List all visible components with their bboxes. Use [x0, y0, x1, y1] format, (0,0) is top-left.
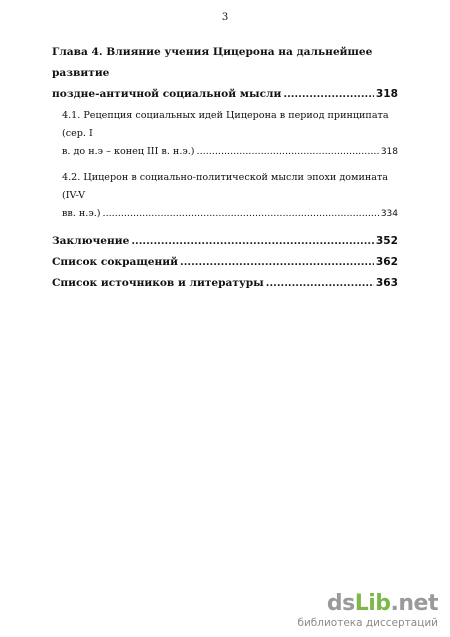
dslib-logo	[297, 593, 438, 615]
logo-part-net: .net	[390, 591, 438, 616]
logo-part-lib: Lib	[354, 591, 391, 616]
entry-page-number: 363	[375, 277, 398, 289]
leader-dots	[180, 252, 374, 273]
toc-entry-bibliography[interactable]	[52, 273, 398, 294]
logo-part-ds: ds	[326, 591, 355, 616]
dslib-watermark	[297, 593, 438, 629]
entry-page-number: 362	[375, 256, 398, 268]
entry-page-number: 352	[375, 235, 398, 247]
chapter-title-line2: поздне-античной социальной мысли	[52, 88, 282, 100]
section-title-line2-row	[62, 205, 398, 223]
section-title-line2: в. до н.э – конец III в. н.э.)	[62, 146, 195, 157]
section-title-line2-row	[62, 143, 398, 161]
leader-dots	[131, 231, 374, 252]
leader-dots	[266, 273, 374, 294]
leader-dots	[197, 143, 379, 161]
section-title-line1: 4.2. Цицерон в социально-политической мысли эпохи домината (IV-V	[62, 172, 388, 201]
toc-entry-conclusion[interactable]	[52, 231, 398, 252]
toc-section-4-2[interactable]	[52, 169, 398, 223]
chapter-page-number: 318	[375, 88, 398, 100]
section-title-line2: вв. н.э.)	[62, 208, 101, 219]
chapter-title-line1: Глава 4. Влияние учения Цицерона на дальнейшее развитие	[52, 46, 373, 79]
chapter-title-line2-row	[52, 84, 398, 105]
entry-title: Список источников и литературы	[52, 277, 264, 289]
section-page-number: 334	[380, 209, 398, 219]
entry-title: Заключение	[52, 235, 130, 247]
section-title-line1: 4.1. Рецепция социальных идей Цицерона в период принципата (сер. I	[62, 110, 389, 139]
toc-section-4-1[interactable]	[52, 107, 398, 161]
watermark-subtitle: библиотека диссертаций	[297, 617, 438, 629]
page-number: 3	[221, 12, 229, 23]
leader-dots	[283, 84, 373, 105]
leader-dots	[103, 205, 379, 223]
toc-entry-abbreviations[interactable]	[52, 252, 398, 273]
toc-chapter-4[interactable]	[52, 42, 398, 105]
section-page-number: 318	[380, 147, 398, 157]
entry-title: Список сокращений	[52, 256, 179, 268]
table-of-contents	[52, 42, 398, 294]
